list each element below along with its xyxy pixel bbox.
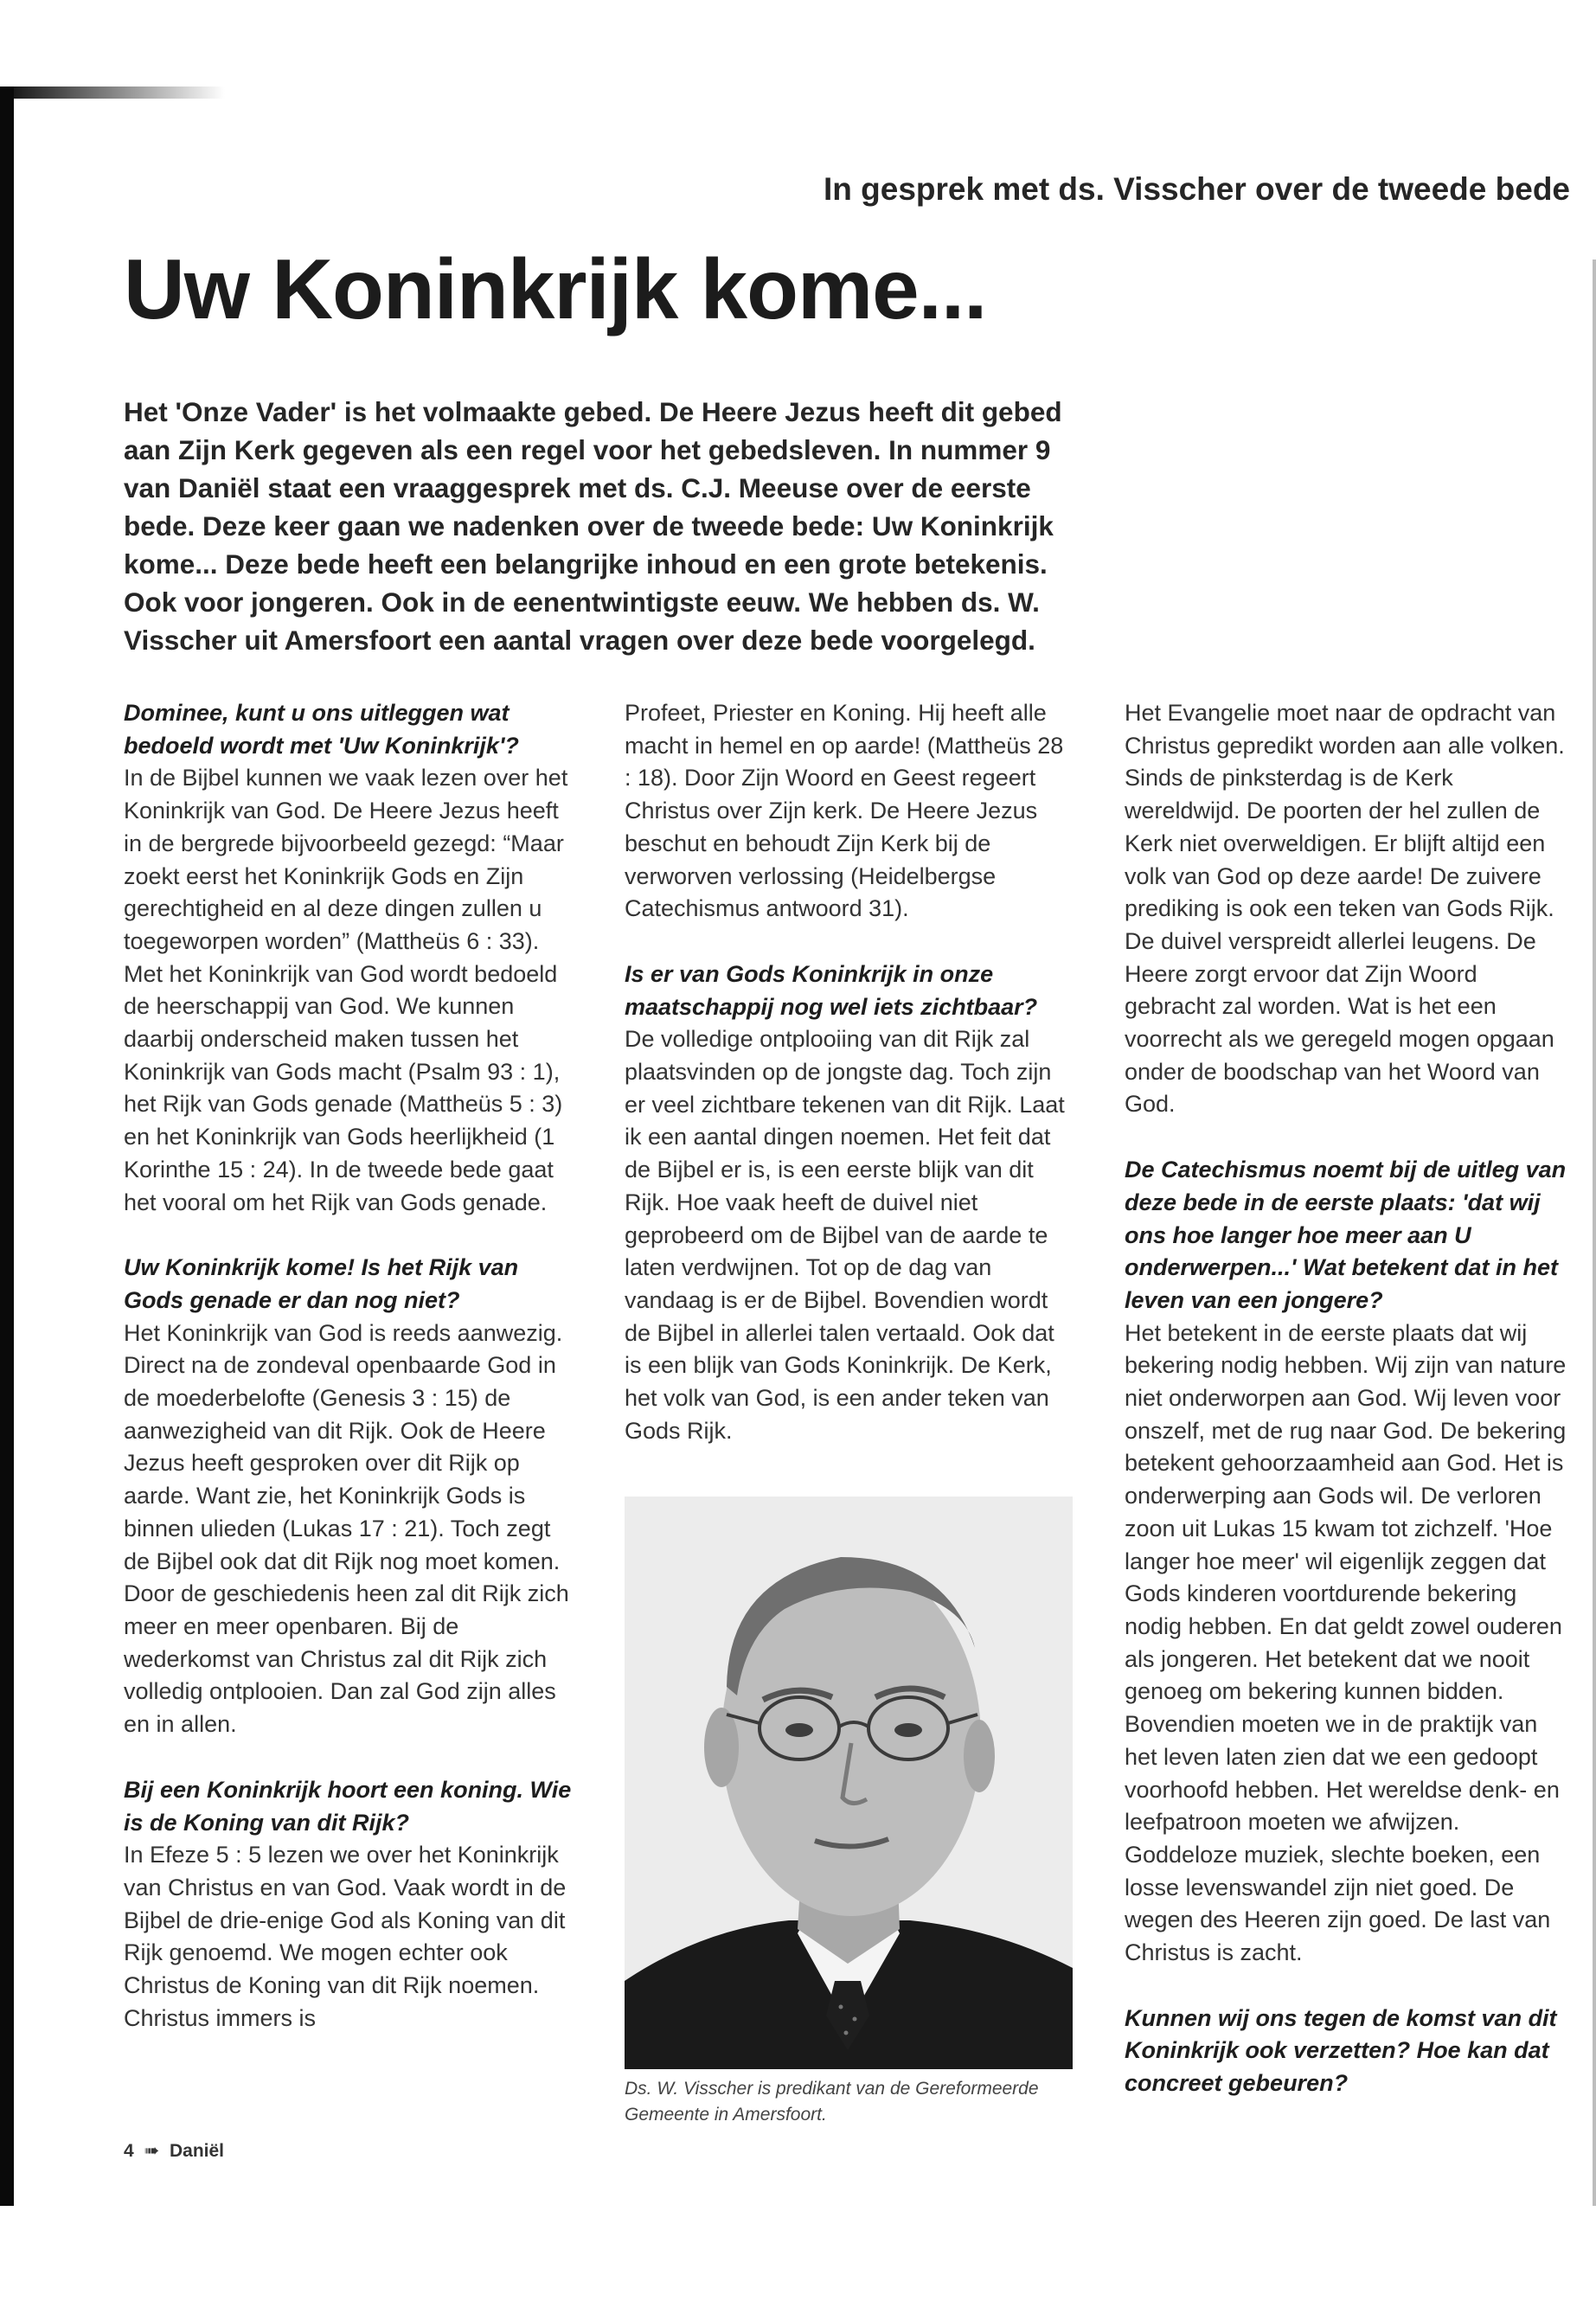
article-intro: Het 'Onze Vader' is het volmaakte gebed. De Heere Jezus heeft dit gebed aan Zijn Kerk gegeven als een regel voor het gebedsleven. In nummer 9 van Daniël staat een vraaggesprek met ds. C.J. Meeuse over de eerste bede. Deze keer gaan we nadenken over de tweede bede: Uw Koninkrijk kome... Deze bede heeft een belangrijke inhoud en een grote betekenis. Ook voor jongeren. Ook in de eenentwintigste eeuw. We hebben ds. W. Visscher uit Amersfoort een aantal vragen over deze bede voorgelegd. <box>124 396 1062 656</box>
answer-5: Het betekent in de eerste plaats dat wij bekering nodig hebben. Wij zijn van nature niet onderworpen aan God. Wij leven voor onszelf, met de rug naar God. De bekering betekent gehoorzaamheid aan God. Het is onderwerping aan Gods wil. De verloren zoon uit Lukas 15 kwam tot zichzelf. 'Hoe langer hoe meer' wil eigenlijk zeggen dat Gods kinderen voortdurende bekering nodig hebben. En dat geldt zowel ouderen als jongeren. Het betekent dat we nooit genoeg om bekering kunnen bidden. Bovendien moeten we in de praktijk van het leven laten zien dat we een gedoopt voorhoofd hebben. Het wereldse denk- en leefpatroon moeten we afwijzen. Goddeloze muziek, slechte boeken, een losse levenswandel zijn niet goed. De wegen des Heeren zijn goed. De last van Christus is zacht. <box>1125 1319 1567 1966</box>
article-kicker: In gesprek met ds. Visscher over de tweede bede <box>823 171 1570 207</box>
scan-edge-right <box>1593 260 1596 2206</box>
question-4: Is er van Gods Koninkrijk in onze maatschappij nog wel iets zichtbaar? <box>625 960 1038 1020</box>
question-3: Bij een Koninkrijk hoort een koning. Wie is de Koning van dit Rijk? <box>124 1776 572 1836</box>
photo-caption: Ds. W. Visscher is predikant van de Gereformeerde Gemeente in Amersfoort. <box>625 2079 1039 2125</box>
answer-4: De volledige ontplooiing van dit Rijk zal plaatsvinden op de jongste dag. Toch zijn er veel zichtbare tekenen van dit Rijk. Laat ik een aantal dingen noemen. Het feit dat de Bijbel er is, is een eerste blijk van dit Rijk. Hoe vaak heeft de duivel niet geprobeerd om de Bijbel van de aarde te laten verdwijnen. Tot op de dag van vandaag is er de Bijbel. Bovendien wordt de Bijbel in allerlei talen vertaald. Ook dat is een blijk van Gods Koninkrijk. De Kerk, het volk van God, is een ander teken van Gods Rijk. <box>625 1026 1065 1444</box>
arrow-icon: ➠ <box>144 2141 160 2161</box>
portrait-illustration <box>625 1497 1073 2069</box>
answer-3-continued: Profeet, Priester en Koning. Hij heeft alle macht in hemel en op aarde! (Mattheüs 28 : 18). Door Zijn Woord en Geest regeert Christus over Zijn kerk. De Heere Jezus beschut en behoudt Zijn Kerk bij de verworven verlossing (Heidelbergse Catechismus antwoord 31). <box>625 700 1064 922</box>
question-5: De Catechismus noemt bij de uitleg van deze bede in de eerste plaats: 'dat wij ons hoe langer hoe meer aan U onderwerpen...' Wat betekent dat in het leven van een jongere? <box>1125 1157 1567 1313</box>
answer-1: In de Bijbel kunnen we vaak lezen over het Koninkrijk van God. De Heere Jezus heeft in de bergrede bijvoorbeeld gezegd: “Maar zoekt eerst het Koninkrijk Gods en Zijn gerechtigheid en al deze dingen zullen u toegeworpen worden” (Mattheüs 6 : 33). Met het Koninkrijk van God wordt bedoeld de heerschappij van God. We kunnen daarbij onderscheid maken tussen het Koninkrijk van Gods macht (Psalm 93 : 1), het Rijk van Gods genade (Mattheüs 5 : 3) en het Koninkrijk van Gods heerlijkheid (1 Korinthe 15 : 24). In de tweede bede gaat het vooral om het Rijk van Gods genade. <box>124 765 568 1215</box>
answer-3: In Efeze 5 : 5 lezen we over het Koninkrijk van Christus en van God. Vaak wordt in de Bijbel de drie-enige God als Koning van dit Rijk genoemd. We mogen echter ook Christus de Koning van dit Rijk noemen. Christus immers is <box>124 1842 567 2031</box>
column-3 <box>1125 697 1574 2100</box>
answer-2: Het Koninkrijk van God is reeds aanwezig. Direct na de zondeval openbaarde God in de moederbelofte (Genesis 3 : 15) de aanwezigheid van dit Rijk. Ook de Heere Jezus heeft gesproken over dit Rijk op aarde. Want zie, het Koninkrijk Gods is binnen ulieden (Lukas 17 : 21). Toch zegt de Bijbel ook dat dit Rijk nog moet komen. Door de geschiedenis heen zal dit Rijk zich meer en meer openbaren. Bij de wederkomst van Christus zal dit Rijk zich volledig ontplooien. Dan zal God zijn alles en in allen. <box>124 1319 569 1738</box>
article-headline: Uw Koninkrijk kome... <box>124 241 987 336</box>
page-number: 4 <box>124 2141 134 2161</box>
answer-4-continued: Het Evangelie moet naar de opdracht van Christus gepredikt worden aan alle volken. Sinds de pinksterdag is de Kerk wereldwijd. De poorten der hel zullen de Kerk niet overweldigen. Er blijft altijd een volk van God op deze aarde! De zuivere prediking is ook een teken van Gods Rijk. De duivel verspreidt allerlei leugens. De Heere zorgt ervoor dat Zijn Woord gebracht zal worden. Wat is het een voorrecht als we geregeld mogen opgaan onder de boodschap van het Woord van God. <box>1125 700 1565 1118</box>
magazine-name: Daniël <box>169 2141 225 2161</box>
scan-edge-top <box>0 87 225 99</box>
column-2 <box>625 697 1074 1447</box>
page-footer <box>124 2140 224 2162</box>
column-1 <box>124 697 574 2035</box>
question-1: Dominee, kunt u ons uitleggen wat bedoeld wordt met 'Uw Koninkrijk'? <box>124 700 519 759</box>
scan-edge-left <box>0 87 14 2206</box>
portrait-photo <box>625 1497 1073 2069</box>
question-6: Kunnen wij ons tegen de komst van dit Koninkrijk ook verzetten? Hoe kan dat concreet gebeuren? <box>1125 2004 1557 2097</box>
question-2: Uw Koninkrijk kome! Is het Rijk van Gods genade er dan nog niet? <box>124 1254 519 1313</box>
